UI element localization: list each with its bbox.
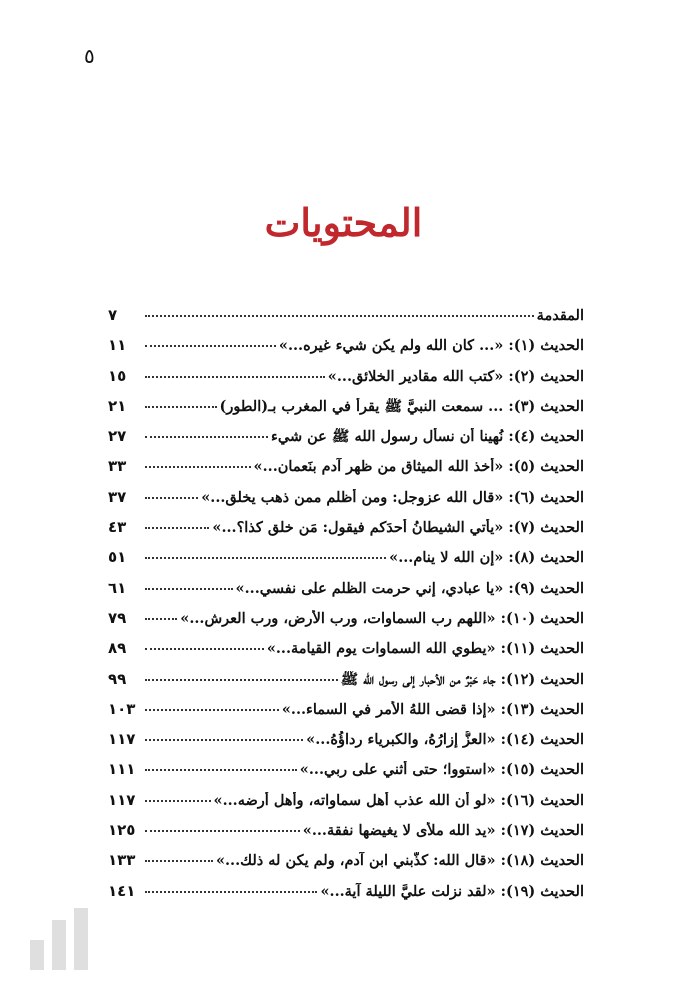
toc-entry-label: الحديث (١٠): «اللهم رب السماوات، ورب الأرض، ورب العرش...» <box>180 609 584 627</box>
toc-entry-page-number: ١٤١ <box>108 881 136 900</box>
toc-entry <box>108 518 584 548</box>
toc-entry-page-number: ١١١ <box>108 760 136 779</box>
toc-entry-label: المقدمة <box>536 307 584 324</box>
toc-entry-page-number: ٧٩ <box>108 608 127 627</box>
dot-leader <box>145 526 209 529</box>
toc-entry-label: الحديث (١٢): جاء حَبْرٌ من الأحبار إلى رسول الله ﷺ <box>340 670 584 688</box>
dot-leader <box>145 768 297 771</box>
toc-entry-label: الحديث (١٤): «العزُّ إزارُهُ، والكبرياء رداؤُهُ...» <box>306 731 584 749</box>
toc-entry-page-number: ٧ <box>108 306 118 324</box>
page-title: المحتويات <box>264 200 423 245</box>
toc-entry-page-number: ٨٩ <box>108 639 127 658</box>
dot-leader <box>145 587 233 590</box>
toc-entry-page-number: ٢٧ <box>108 427 127 446</box>
dot-leader <box>145 799 211 802</box>
toc-entry-page-number: ٣٣ <box>108 457 127 476</box>
toc-entry-label: الحديث (١٩): «لقد نزلت عليَّ الليلة آية...» <box>320 882 584 900</box>
dot-leader <box>145 890 317 893</box>
toc-entry <box>108 397 584 427</box>
toc-entry-page-number: ٣٧ <box>108 487 127 506</box>
dot-leader <box>145 859 213 862</box>
dot-leader <box>145 738 303 741</box>
toc-entry-label: الحديث (١): «... كان الله ولم يكن شيء غيره...» <box>278 337 584 355</box>
toc-entry-label: الحديث (١١): «يطوي الله السماوات يوم القيامة...» <box>266 640 584 658</box>
toc-entry <box>108 639 584 669</box>
toc-entry-page-number: ٢١ <box>108 396 127 415</box>
toc-entry-label: الحديث (٩): «يا عبادي، إني حرمت الظلم على نفسي...» <box>235 579 584 597</box>
table-of-contents <box>108 306 584 912</box>
toc-entry <box>108 609 584 639</box>
dot-leader <box>145 647 264 650</box>
toc-entry-page-number: ٤٣ <box>108 518 127 537</box>
toc-entry <box>108 670 584 700</box>
toc-entry-label: الحديث (١٦): «لو أن الله عذب أهل سماواته، وأهل أرضه...» <box>213 791 584 809</box>
toc-entry-page-number: ٩٩ <box>108 669 127 688</box>
toc-entry <box>108 700 584 730</box>
dot-leader <box>145 435 268 438</box>
toc-entry-label: الحديث (٧): «يأتي الشيطانُ أحدَكم فيقول: مَن خلق كذا؟...» <box>212 519 584 537</box>
toc-entry <box>108 306 584 336</box>
page-number: ٥ <box>84 44 95 68</box>
toc-entry-label: الحديث (٥): «أخذ الله الميثاق من ظهر آدم بنَعمان...» <box>253 458 584 476</box>
dot-leader <box>145 556 386 559</box>
toc-entry-page-number: ١٥ <box>108 366 127 385</box>
dot-leader <box>145 829 300 832</box>
toc-entry-label: الحديث (٤): نُهينا أن نسأل رسول الله ﷺ عن شيء <box>271 428 584 446</box>
dot-leader <box>145 678 338 681</box>
dot-leader <box>145 708 279 711</box>
publisher-logo-watermark <box>20 900 100 978</box>
toc-entry <box>108 730 584 760</box>
toc-entry <box>108 821 584 851</box>
dot-leader <box>145 405 217 408</box>
toc-entry-label: الحديث (١٨): «قال الله: كذَّبني ابن آدم، ولم يكن له ذلك...» <box>215 852 584 870</box>
toc-entry <box>108 791 584 821</box>
toc-entry <box>108 336 584 366</box>
toc-entry <box>108 488 584 518</box>
toc-entry <box>108 367 584 397</box>
dot-leader <box>145 344 276 347</box>
toc-entry <box>108 548 584 578</box>
toc-entry-page-number: ١١٧ <box>108 730 136 749</box>
toc-entry-page-number: ٦١ <box>108 578 127 597</box>
dot-leader <box>145 496 198 499</box>
toc-entry-page-number: ١١٧ <box>108 790 136 809</box>
toc-entry <box>108 579 584 609</box>
toc-entry <box>108 457 584 487</box>
toc-entry-label: الحديث (٢): «كتب الله مقادير الخلائق...» <box>327 367 584 385</box>
toc-entry-label: الحديث (١٣): «إذا قضى اللهُ الأمر في السماء...» <box>281 700 584 718</box>
dot-leader <box>145 617 177 620</box>
toc-entry-page-number: ١٠٣ <box>108 699 136 718</box>
toc-entry <box>108 760 584 790</box>
toc-entry-page-number: ٥١ <box>108 548 127 567</box>
toc-entry-page-number: ١١ <box>108 336 127 355</box>
dot-leader <box>145 465 251 468</box>
toc-entry <box>108 851 584 881</box>
toc-entry <box>108 427 584 457</box>
toc-entry-page-number: ١٢٥ <box>108 821 136 840</box>
toc-entry-label: الحديث (٦): «قال الله عزوجل: ومن أظلم ممن ذهب يخلق...» <box>201 488 584 506</box>
toc-entry-label: الحديث (٣): ... سمعت النبيَّ ﷺ يقرأ في المغرب بـ(الطور) <box>219 397 584 415</box>
toc-entry-label: الحديث (١٥): «استووا؛ حتى أُثني على ربي...» <box>299 761 584 779</box>
toc-entry-page-number: ١٣٣ <box>108 851 136 870</box>
dot-leader <box>145 375 325 378</box>
dot-leader <box>145 314 534 317</box>
toc-entry-label: الحديث (٨): «إن الله لا ينام...» <box>389 549 584 567</box>
toc-entry-label: الحديث (١٧): «يد الله ملأى لا يغيضها نفقة...» <box>302 822 584 840</box>
toc-entry <box>108 882 584 912</box>
